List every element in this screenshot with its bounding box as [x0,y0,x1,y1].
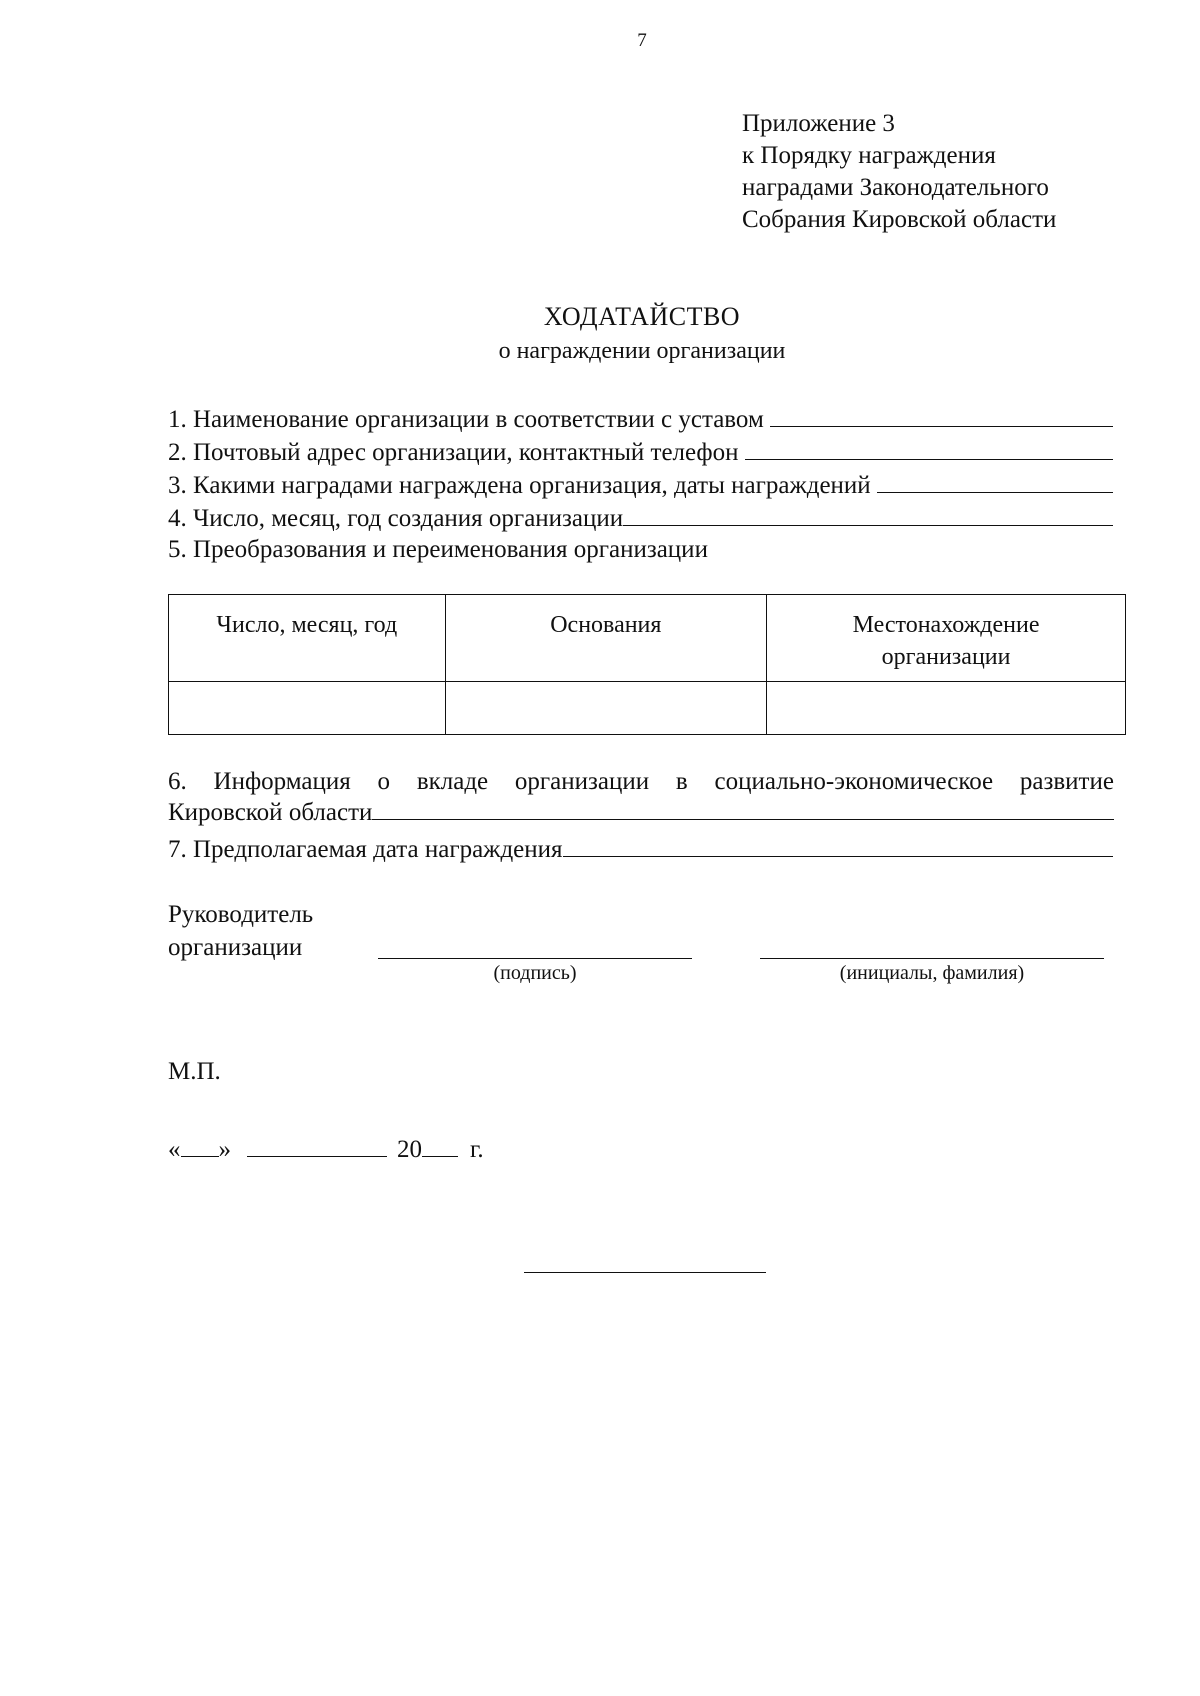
appendix-note [742,108,1056,236]
close-quote: » [218,1136,231,1163]
table-header-cell: Число, месяц, год [169,595,446,682]
appendix-line: к Порядку награждения [742,142,996,169]
table-cell[interactable] [169,682,446,735]
word: развитие [1019,768,1114,795]
form-item-label: 1. Наименование организации в соответствии с уставом [168,406,764,433]
table-header-cell: Местонахождение организации [767,595,1126,682]
date-row [168,1136,484,1164]
day-blank[interactable] [181,1136,219,1157]
year-suffix: г. [470,1136,484,1163]
form-item-6-line [168,768,1114,796]
word: 6. [168,768,187,795]
word: организации [514,768,650,795]
form-item-label: 4. Число, месяц, год создания организации [168,505,624,532]
appendix-line: Собрания Кировской области [742,206,1057,233]
open-quote: « [168,1136,181,1163]
word: вкладе [416,768,489,795]
appendix-line: наградами Законодательного [742,174,1049,201]
document-subtitle: о награждении организации [498,338,786,364]
table-header-row [169,595,1126,682]
month-blank[interactable] [247,1136,387,1157]
stamp-placeholder: М.П. [168,1058,221,1085]
signature-line[interactable] [378,958,692,959]
fill-in-line[interactable] [563,834,1113,857]
word: о [377,768,391,795]
signatory-label [168,898,313,964]
fill-in-line[interactable] [745,437,1113,460]
form-item-2 [168,437,1113,467]
fill-in-line[interactable] [770,404,1113,427]
table-cell[interactable] [445,682,767,735]
form-item-7 [168,834,1113,864]
form-item-6-line [168,797,1114,827]
word: социально-экономическое [714,768,994,795]
form-item-1 [168,404,1113,434]
end-divider [524,1272,766,1273]
table-row [169,682,1126,735]
form-item-label: Кировской области [168,799,373,826]
name-caption: (инициалы, фамилия) [839,962,1025,984]
fill-in-line[interactable] [877,470,1113,493]
fill-in-line[interactable] [372,797,1114,820]
form-item-label: 5. Преобразования и переименования организации [168,536,708,563]
form-item-5 [168,536,708,564]
form-item-label: 3. Какими наградами награждена организация, даты награждений [168,472,871,499]
fill-in-line[interactable] [623,503,1113,526]
document-title: ХОДАТАЙСТВО [543,302,741,331]
signatory-label-line: организации [168,934,303,961]
table-cell[interactable] [767,682,1126,735]
form-item-3 [168,470,1113,500]
page-number: 7 [637,30,647,51]
year-blank[interactable] [422,1136,458,1157]
form-item-label: 2. Почтовый адрес организации, контактный телефон [168,439,739,466]
name-line[interactable] [760,958,1104,959]
form-item-label: 7. Предполагаемая дата награждения [168,836,563,863]
year-prefix: 20 [397,1136,422,1163]
word: Информация [213,768,351,795]
appendix-line: Приложение 3 [742,110,895,137]
signature-caption: (подпись) [493,962,577,984]
table-header-cell: Основания [445,595,767,682]
form-item-4 [168,503,1113,533]
signatory-label-line: Руководитель [168,901,314,928]
renames-table [168,594,1126,735]
word: в [675,768,688,795]
form-item-6 [168,768,1114,827]
